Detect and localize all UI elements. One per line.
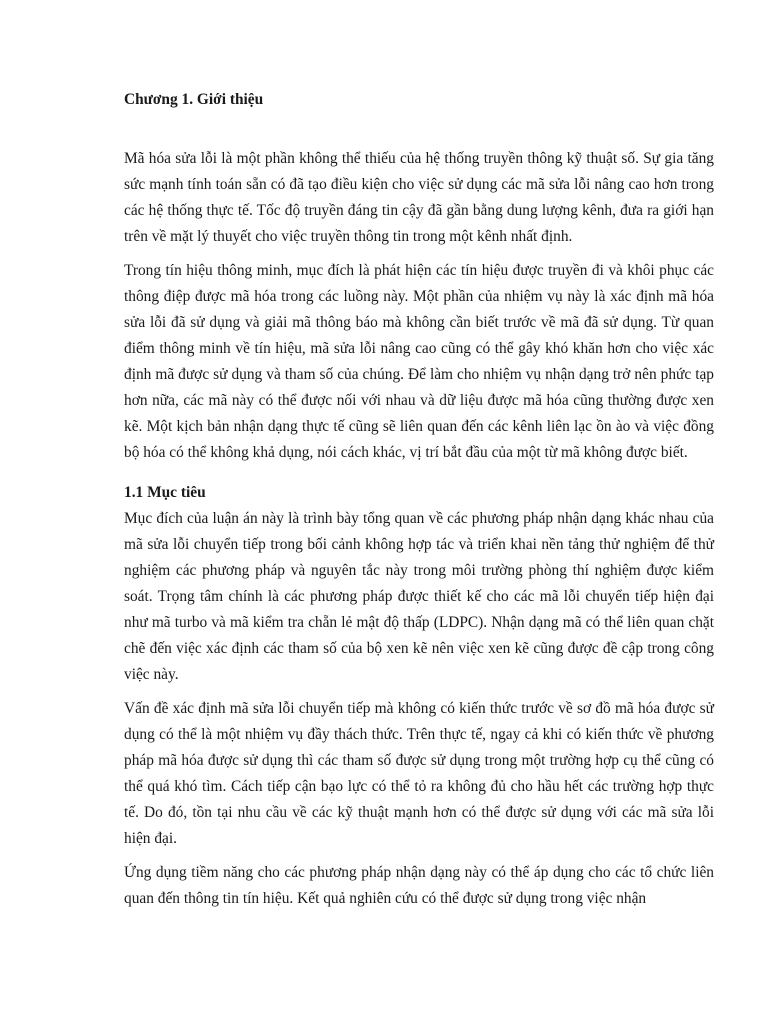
paragraph-objective-3: Ứng dụng tiềm năng cho các phương pháp nhận dạng này có thể áp dụng cho các tổ chức liên quan đến thông tin tín hiệu. Kết quả nghiên cứu có thể được sử dụng trong việc nhận bbox=[124, 864, 714, 907]
chapter-title: Chương 1. Giới thiệu bbox=[124, 91, 264, 108]
section-title: 1.1 Mục tiêu bbox=[124, 484, 206, 501]
document-page bbox=[124, 88, 714, 920]
paragraph-intro-1: Mã hóa sửa lỗi là một phần không thể thiếu của hệ thống truyền thông kỹ thuật số. Sự gia tăng sức mạnh tính toán sẵn có đã tạo điều kiện cho việc sử dụng các mã sửa lỗi nâng cao hơn trong các hệ thống thực tế. Tốc độ truyền đáng tin cậy đã gần bằng dung lượng kênh, đưa ra giới hạn trên về mặt lý thuyết cho việc truyền thông tin trong một kênh nhất định. bbox=[124, 150, 714, 245]
paragraph-intro-2: Trong tín hiệu thông minh, mục đích là phát hiện các tín hiệu được truyền đi và khôi phục các thông điệp được mã hóa trong các luồng này. Một phần của nhiệm vụ này là xác định mã hóa sửa lỗi đã sử dụng và giải mã thông báo mà không cần biết trước về mã đã sử dụng. Từ quan điểm thông minh về tín hiệu, mã sửa lỗi nâng cao cũng có thể gây khó khăn hơn cho việc xác định mã được sử dụng và tham số của chúng. Để làm cho nhiệm vụ nhận dạng trở nên phức tạp hơn nữa, các mã này có thể được nối với nhau và dữ liệu được mã hóa cũng thường được xen kẽ. Một kịch bản nhận dạng thực tế cũng sẽ liên quan đến các kênh liên lạc ồn ào và việc đồng bộ hóa có thể không khả dụng, nói cách khác, vị trí bắt đầu của một từ mã không được biết. bbox=[124, 262, 714, 461]
paragraph-objective-2: Vấn đề xác định mã sửa lỗi chuyển tiếp mà không có kiến thức trước về sơ đồ mã hóa được sử dụng có thể là một nhiệm vụ đầy thách thức. Trên thực tế, ngay cả khi có kiến thức về phương pháp mã hóa được sử dụng thì các tham số được sử dụng trong một trường hợp cụ thể cũng có thể quá khó tìm. Cách tiếp cận bạo lực có thể tỏ ra không đủ cho hầu hết các trường hợp thực tế. Do đó, tồn tại nhu cầu về các kỹ thuật mạnh hơn có thể được sử dụng với các mã sửa lỗi hiện đại. bbox=[124, 700, 714, 847]
paragraph-objective-1: Mục đích của luận án này là trình bày tổng quan về các phương pháp nhận dạng khác nhau của mã sửa lỗi chuyển tiếp trong bối cảnh không hợp tác và triển khai nền tảng thử nghiệm để thử nghiệm các phương pháp và nguyên tắc này trong môi trường phòng thí nghiệm được kiểm soát. Trọng tâm chính là các phương pháp được thiết kế cho các mã lỗi chuyển tiếp hiện đại như mã turbo và mã kiểm tra chẵn lẻ mật độ thấp (LDPC). Nhận dạng mã có thể liên quan chặt chẽ đến việc xác định các tham số của bộ xen kẽ nên việc xen kẽ cũng được đề cập trong công việc này. bbox=[124, 510, 714, 683]
